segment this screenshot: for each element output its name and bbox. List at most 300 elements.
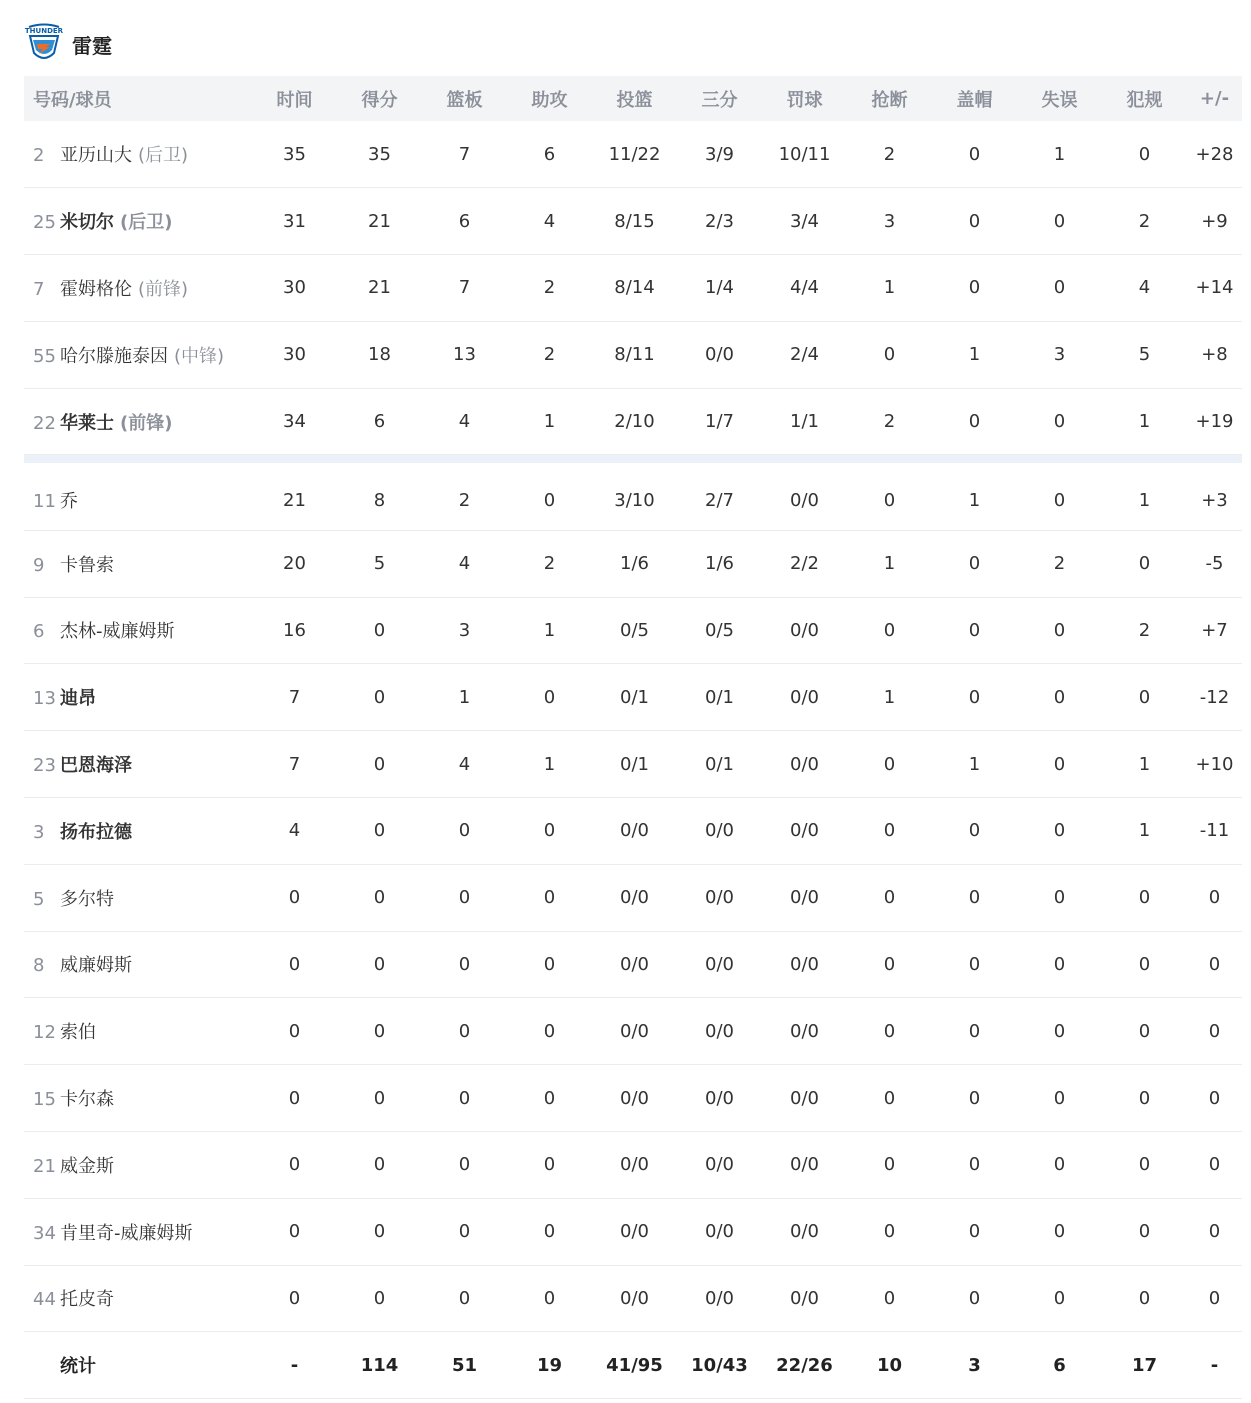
player-row[interactable]	[24, 188, 1242, 255]
stat-cell: 7	[458, 277, 471, 299]
stat-cell: 0	[288, 887, 301, 909]
jersey-number: 9	[33, 554, 45, 576]
stat-cell: 0	[373, 820, 386, 842]
stat-cell: 3/10	[614, 489, 655, 511]
jersey-number: 34	[33, 1222, 56, 1244]
stat-cell: 0	[458, 953, 471, 975]
stat-cell: 2	[543, 277, 556, 299]
stat-cell: 0	[1138, 953, 1151, 975]
total-stat-cell: 17	[1131, 1354, 1158, 1376]
stat-cell: 0/0	[705, 820, 734, 842]
stat-cell: 8/11	[614, 344, 655, 366]
jersey-number: 22	[33, 412, 56, 434]
stat-cell: 0	[1053, 619, 1066, 641]
player-name[interactable]: 华莱士	[60, 412, 114, 434]
stat-cell: 0	[1138, 1221, 1151, 1243]
stat-cell: -11	[1199, 820, 1230, 842]
jersey-number: 44	[33, 1289, 56, 1311]
stat-cell: 0	[883, 820, 896, 842]
stat-cell: 0	[288, 1020, 301, 1042]
stat-cell: 0	[373, 753, 386, 775]
total-stat-cell: 19	[536, 1354, 563, 1376]
stat-cell: 0	[1138, 887, 1151, 909]
player-name[interactable]: 托皮奇	[60, 1289, 114, 1311]
player-cell	[24, 388, 252, 455]
stat-cell: 0	[883, 344, 896, 366]
player-position: (前锋)	[138, 278, 189, 300]
stat-cell: 0	[543, 1020, 556, 1042]
player-row[interactable]	[24, 1198, 1242, 1265]
stat-cell: 0	[1208, 1287, 1221, 1309]
jersey-number: 8	[33, 955, 45, 977]
stat-cell: 0	[968, 277, 981, 299]
stat-cell: 0	[373, 1020, 386, 1042]
stat-cell: 2	[1138, 210, 1151, 232]
player-cell	[24, 1065, 252, 1132]
player-name[interactable]: 米切尔	[60, 212, 114, 234]
stat-cell: 7	[458, 143, 471, 165]
player-row[interactable]	[24, 321, 1242, 388]
player-row[interactable]	[24, 1131, 1242, 1198]
stat-cell: +19	[1195, 411, 1234, 433]
stat-cell: 2	[883, 411, 896, 433]
stat-cell: 0	[883, 1221, 896, 1243]
stat-cell: 0	[288, 1087, 301, 1109]
stat-cell: 0/0	[790, 619, 819, 641]
total-stat-cell: 22/26	[776, 1354, 833, 1376]
stat-cell: 0/5	[705, 619, 734, 641]
player-position: (中锋)	[174, 345, 225, 367]
stat-cell: 0/0	[790, 1287, 819, 1309]
stat-cell: +3	[1201, 489, 1228, 511]
stat-cell: 0/0	[620, 1287, 649, 1309]
player-row[interactable]	[24, 1265, 1242, 1332]
player-name[interactable]: 乔	[60, 491, 78, 513]
stat-cell: 0	[1053, 753, 1066, 775]
player-cell	[24, 864, 252, 931]
player-row[interactable]	[24, 255, 1242, 322]
player-cell	[24, 931, 252, 998]
stat-cell: 0	[968, 411, 981, 433]
stat-cell: 0	[968, 619, 981, 641]
player-row[interactable]	[24, 931, 1242, 998]
stat-cell: 0	[543, 887, 556, 909]
stat-cell: 1	[458, 686, 471, 708]
jersey-number: 21	[33, 1155, 56, 1177]
jersey-number: 11	[33, 491, 56, 513]
jersey-number: 6	[33, 621, 45, 643]
stat-cell: 1/7	[705, 411, 734, 433]
stat-cell: 0/0	[620, 953, 649, 975]
stat-cell: 0/0	[705, 1087, 734, 1109]
stat-cell: 0	[1053, 489, 1066, 511]
total-stat-cell: 114	[360, 1354, 399, 1376]
player-name[interactable]: 威廉姆斯	[60, 955, 132, 977]
stat-cell: 0	[1208, 1020, 1221, 1042]
stat-cell: 0	[968, 553, 981, 575]
stat-cell: 0	[1053, 1154, 1066, 1176]
player-row[interactable]	[24, 998, 1242, 1065]
stat-cell: 0	[1053, 686, 1066, 708]
stat-cell: 5	[373, 553, 386, 575]
stat-cell: 1	[1053, 143, 1066, 165]
stat-cell: 34	[283, 411, 306, 433]
stat-cell: 0	[288, 1221, 301, 1243]
stat-cell: 0	[1053, 1287, 1066, 1309]
column-header[interactable]: 号码/球员	[33, 89, 112, 111]
stat-cell: 10/11	[778, 143, 831, 165]
stat-cell: 0	[883, 953, 896, 975]
stat-cell: 8/15	[614, 210, 655, 232]
stat-cell: 0/0	[620, 1221, 649, 1243]
column-header[interactable]: 投篮	[616, 89, 653, 111]
stat-cell: 0	[968, 820, 981, 842]
player-row[interactable]	[24, 864, 1242, 931]
stat-cell: 2/7	[705, 489, 734, 511]
player-name[interactable]: 霍姆格伦	[60, 278, 132, 300]
stat-cell: 0/0	[790, 1087, 819, 1109]
stat-cell: 2/4	[790, 344, 819, 366]
stat-cell: 0/0	[790, 1020, 819, 1042]
total-stat-cell: 10/43	[691, 1354, 748, 1376]
stat-cell: 3	[883, 210, 896, 232]
stat-cell: 0	[1053, 277, 1066, 299]
player-row[interactable]	[24, 121, 1242, 188]
stat-cell: 0/0	[790, 686, 819, 708]
stat-cell: 20	[283, 553, 306, 575]
stat-cell: 30	[283, 344, 306, 366]
player-name[interactable]: 威金斯	[60, 1155, 114, 1177]
stat-cell: 1	[968, 489, 981, 511]
player-cell	[24, 530, 252, 597]
stat-cell: 0	[968, 953, 981, 975]
stat-cell: 0	[968, 887, 981, 909]
player-name[interactable]: 肯里奇-威廉姆斯	[60, 1222, 193, 1244]
stat-cell: 0	[968, 143, 981, 165]
stat-cell: 7	[288, 686, 301, 708]
stat-cell: 0/0	[790, 489, 819, 511]
stat-cell: 1	[883, 553, 896, 575]
stat-cell: 1	[1138, 753, 1151, 775]
jersey-number: 3	[33, 821, 45, 843]
stat-cell: 3	[1053, 344, 1066, 366]
stat-cell: 4/4	[790, 277, 819, 299]
stat-cell: 30	[283, 277, 306, 299]
stat-cell: 0	[883, 1087, 896, 1109]
player-cell	[24, 664, 252, 731]
player-cell	[24, 1265, 252, 1332]
stat-cell: 0	[543, 489, 556, 511]
stat-cell: 13	[453, 344, 476, 366]
player-row[interactable]	[24, 1065, 1242, 1132]
stat-cell: 0/0	[705, 1154, 734, 1176]
stat-cell: 0	[1053, 1221, 1066, 1243]
jersey-number: 23	[33, 755, 56, 777]
stat-cell: 0	[373, 686, 386, 708]
stat-cell: 0	[1053, 1020, 1066, 1042]
column-header[interactable]: 犯规	[1126, 89, 1163, 111]
stat-cell: 1	[1138, 489, 1151, 511]
stat-cell: 0	[458, 1221, 471, 1243]
stat-cell: 2	[1053, 553, 1066, 575]
stat-cell: 0	[883, 489, 896, 511]
stat-cell: 0/0	[620, 1154, 649, 1176]
jersey-number: 55	[33, 345, 56, 367]
stat-cell: 0/0	[790, 887, 819, 909]
stat-cell: 0/1	[705, 753, 734, 775]
stat-cell: 0	[883, 619, 896, 641]
player-cell	[24, 1131, 252, 1198]
table-header-row	[24, 76, 1242, 121]
team-header	[24, 22, 112, 66]
stat-cell: 0	[1208, 1087, 1221, 1109]
stat-cell: 0/0	[790, 1154, 819, 1176]
stat-cell: 0	[1053, 1087, 1066, 1109]
stat-cell: 16	[283, 619, 306, 641]
player-row[interactable]	[24, 664, 1242, 731]
stat-cell: 1/6	[620, 553, 649, 575]
stat-cell: 4	[458, 553, 471, 575]
total-stat-cell: 3	[968, 1354, 981, 1376]
column-header[interactable]: 得分	[361, 89, 398, 111]
stat-cell: 0/0	[705, 344, 734, 366]
stat-cell: 0/0	[620, 887, 649, 909]
stat-cell: 0	[543, 1087, 556, 1109]
stat-cell: 1	[883, 686, 896, 708]
stat-cell: 0	[458, 1154, 471, 1176]
stat-cell: 0	[1208, 1221, 1221, 1243]
stat-cell: 0	[968, 1221, 981, 1243]
stat-cell: 0	[543, 686, 556, 708]
player-row[interactable]	[24, 797, 1242, 864]
player-row[interactable]	[24, 731, 1242, 798]
stat-cell: 11/22	[608, 143, 661, 165]
stat-cell: 0	[883, 1287, 896, 1309]
stat-cell: 0/0	[705, 1020, 734, 1042]
stat-cell: 4	[1138, 277, 1151, 299]
stat-cell: 1	[883, 277, 896, 299]
stat-cell: 3/4	[790, 210, 819, 232]
player-cell	[24, 1198, 252, 1265]
stat-cell: 0	[1208, 1154, 1221, 1176]
team-name: 雷霆	[72, 33, 112, 58]
stat-cell: -12	[1199, 686, 1230, 708]
column-header[interactable]: 助攻	[531, 89, 568, 111]
stat-cell: 0/0	[705, 953, 734, 975]
stat-cell: 0	[373, 887, 386, 909]
stat-cell: 0/1	[620, 686, 649, 708]
player-name[interactable]: 巴恩海泽	[60, 755, 132, 777]
column-header[interactable]: 盖帽	[956, 89, 993, 111]
player-cell	[24, 321, 252, 388]
thunder-logo-icon	[24, 23, 64, 65]
player-name[interactable]: 索伯	[60, 1022, 96, 1044]
stat-cell: 0	[373, 1287, 386, 1309]
stat-cell: +14	[1195, 277, 1234, 299]
stat-cell: 7	[288, 753, 301, 775]
totals-label: 统计	[60, 1356, 96, 1378]
player-cell	[24, 121, 252, 188]
stat-cell: 0/0	[790, 953, 819, 975]
stat-cell: 0	[373, 619, 386, 641]
jersey-number: 15	[33, 1089, 56, 1111]
stat-cell: 0	[883, 887, 896, 909]
player-row[interactable]	[24, 388, 1242, 455]
stat-cell: 0	[543, 1287, 556, 1309]
stat-cell: 0	[1138, 686, 1151, 708]
stat-cell: 0/5	[620, 619, 649, 641]
stat-cell: 0	[288, 1287, 301, 1309]
player-position: (后卫)	[138, 145, 189, 167]
stat-cell: 31	[283, 210, 306, 232]
stat-cell: 0	[543, 953, 556, 975]
stat-cell: 4	[543, 210, 556, 232]
total-stat-cell: 41/95	[606, 1354, 663, 1376]
stat-cell: 1	[543, 411, 556, 433]
logo-text: THUNDER	[24, 27, 64, 35]
stat-cell: 0	[458, 820, 471, 842]
stat-cell: 0	[1138, 553, 1151, 575]
stat-cell: 1	[1138, 411, 1151, 433]
stat-cell: 0	[543, 1221, 556, 1243]
stat-cell: 2	[883, 143, 896, 165]
column-header[interactable]: 失误	[1041, 89, 1078, 111]
player-name[interactable]: 亚历山大	[60, 145, 132, 167]
stat-cell: 6	[458, 210, 471, 232]
stat-cell: 35	[283, 143, 306, 165]
stat-cell: 6	[373, 411, 386, 433]
stat-cell: 1/6	[705, 553, 734, 575]
jersey-number: 5	[33, 888, 45, 910]
stat-cell: 0/0	[705, 887, 734, 909]
stat-cell: 0	[288, 953, 301, 975]
stat-cell: 2/10	[614, 411, 655, 433]
box-score-table	[24, 76, 1242, 1399]
stat-cell: 2/3	[705, 210, 734, 232]
stat-cell: 1	[968, 753, 981, 775]
column-header[interactable]: +/-	[1199, 88, 1230, 109]
column-header[interactable]: 时间	[276, 89, 313, 111]
stat-cell: 0/0	[705, 1221, 734, 1243]
stat-cell: 0	[968, 1087, 981, 1109]
total-stat-cell: 51	[451, 1354, 478, 1376]
stat-cell: 4	[458, 411, 471, 433]
stat-cell: 0	[373, 953, 386, 975]
stat-cell: 0	[373, 1221, 386, 1243]
player-name[interactable]: 扬布拉德	[60, 821, 132, 843]
stat-cell: 18	[368, 344, 391, 366]
player-position: (后卫)	[120, 212, 173, 234]
stat-cell: 1	[1138, 820, 1151, 842]
stat-cell: 4	[458, 753, 471, 775]
stat-cell: 0	[1138, 1087, 1151, 1109]
player-name[interactable]: 卡鲁索	[60, 554, 114, 576]
player-row[interactable]	[24, 530, 1242, 597]
stat-cell: 0	[458, 1287, 471, 1309]
stat-cell: 8	[373, 489, 386, 511]
player-row[interactable]	[24, 597, 1242, 664]
stat-cell: 1	[968, 344, 981, 366]
stat-cell: 35	[368, 143, 391, 165]
stat-cell: 0	[1053, 411, 1066, 433]
stat-cell: 0	[543, 820, 556, 842]
player-cell	[24, 255, 252, 322]
player-name[interactable]: 杰林-威廉姆斯	[60, 621, 175, 643]
column-header[interactable]: 篮板	[446, 89, 483, 111]
stat-cell: 0	[968, 1154, 981, 1176]
player-position: (前锋)	[120, 412, 173, 434]
stat-cell: 0	[883, 1020, 896, 1042]
total-stat-cell: 6	[1053, 1354, 1066, 1376]
stat-cell: 0	[883, 753, 896, 775]
player-cell	[24, 188, 252, 255]
player-name[interactable]: 哈尔滕施泰因	[60, 345, 168, 367]
stat-cell: 0	[1138, 1287, 1151, 1309]
stat-cell: 0	[1138, 1154, 1151, 1176]
jersey-number: 12	[33, 1022, 56, 1044]
stat-cell: 0	[373, 1154, 386, 1176]
player-row[interactable]	[24, 463, 1242, 530]
player-cell	[24, 463, 252, 530]
stat-cell: 0/0	[790, 753, 819, 775]
stat-cell: 21	[368, 277, 391, 299]
stat-cell: 2	[543, 344, 556, 366]
stat-cell: 0/0	[620, 820, 649, 842]
player-cell	[24, 731, 252, 798]
stat-cell: 4	[288, 820, 301, 842]
stat-cell: +9	[1201, 210, 1228, 232]
total-stat-cell: -	[290, 1354, 299, 1376]
stat-cell: 0/1	[705, 686, 734, 708]
stat-cell: 0	[373, 1087, 386, 1109]
stat-cell: 1/4	[705, 277, 734, 299]
stat-cell: 0	[1053, 210, 1066, 232]
stat-cell: 2/2	[790, 553, 819, 575]
stat-cell: 0	[968, 210, 981, 232]
stat-cell: 0/0	[620, 1020, 649, 1042]
stat-cell: 3	[458, 619, 471, 641]
stat-cell: 0	[1053, 953, 1066, 975]
player-cell	[24, 998, 252, 1065]
stat-cell: 0	[968, 686, 981, 708]
stat-cell: 6	[543, 143, 556, 165]
column-header[interactable]: 抢断	[871, 89, 908, 111]
stat-cell: +28	[1195, 143, 1234, 165]
total-stat-cell: -	[1210, 1354, 1219, 1376]
stat-cell: 0	[1053, 887, 1066, 909]
stat-cell: 0	[1208, 887, 1221, 909]
stat-cell: 0	[458, 1087, 471, 1109]
stat-cell: 1/1	[790, 411, 819, 433]
stat-cell: 0	[288, 1154, 301, 1176]
stat-cell: 0	[458, 1020, 471, 1042]
jersey-number: 2	[33, 145, 45, 167]
stat-cell: 0/0	[620, 1087, 649, 1109]
jersey-number: 13	[33, 688, 56, 710]
stat-cell: 0/0	[790, 820, 819, 842]
stat-cell: +7	[1201, 619, 1228, 641]
column-header[interactable]: 三分	[701, 89, 738, 111]
player-name[interactable]: 多尔特	[60, 888, 114, 910]
stat-cell: 5	[1138, 344, 1151, 366]
stat-cell: 8/14	[614, 277, 655, 299]
stat-cell: 0	[883, 1154, 896, 1176]
stat-cell: +8	[1201, 344, 1228, 366]
stat-cell: 0	[968, 1020, 981, 1042]
player-name[interactable]: 卡尔森	[60, 1089, 114, 1111]
player-name[interactable]: 迪昂	[60, 688, 96, 710]
column-header[interactable]: 罚球	[786, 89, 823, 111]
